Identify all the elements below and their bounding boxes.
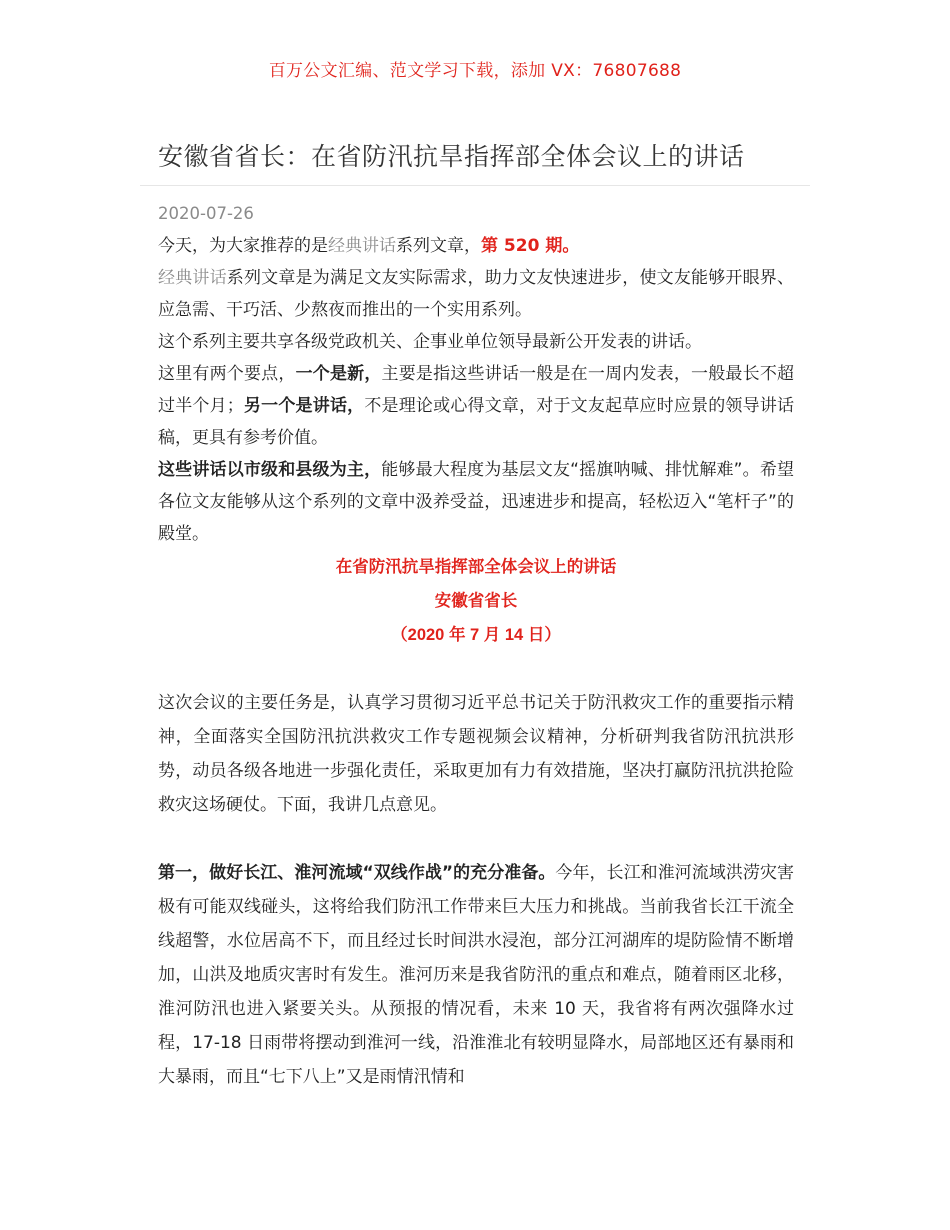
issue-number: 第 520 期。 <box>481 236 580 256</box>
intro-text: 这里有两个要点， <box>158 364 296 384</box>
series-name: 经典讲话 <box>328 236 396 256</box>
speech-text: 今年，长江和淮河流域洪涝灾害极有可能双线碰头，这将给我们防汛工作带来巨大压力和挑战。当前我省长江干流全线超警，水位居高不下，而且经过长时间洪水浸泡，部分江河湖库的堤防险情不断增加，山洪及地质灾害时有发生。淮河历来是我省防汛的重点和难点，随着雨区北移，淮河防汛也进入紧要关头。从预报的情况看，未来 10 天，我省将有两次强降水过程，17-18 日雨带将摆动到淮河一线，沿淮淮北有较明显降水，局部地区还有暴雨和大暴雨，而且“七下八上”又是雨情汛情和 <box>158 863 794 1087</box>
intro-paragraph-2 <box>158 262 794 326</box>
spacer <box>158 822 794 856</box>
speech-heading: 在省防汛抗旱指挥部全体会议上的讲话 <box>335 558 617 576</box>
intro-paragraph-4 <box>158 358 794 454</box>
spacer <box>158 652 794 686</box>
intro-text: 系列文章是为满足文友实际需求，助力文友快速进步，使文友能够开眼界、应急需、干巧活、少熬夜而推出的一个实用系列。 <box>158 268 795 320</box>
speech-paragraph-1: 这次会议的主要任务是，认真学习贯彻习近平总书记关于防汛救灾工作的重要指示精神，全面落实全国防汛抗洪救灾工作专题视频会议精神，分析研判我省防汛抗洪形势，动员各级各地进一步强化责任，采取更加有力有效措施，坚决打赢防汛抗洪抢险救灾这场硬仗。下面，我讲几点意见。 <box>158 693 794 815</box>
bold-level-note: 这些讲话以市级和县级为主， <box>158 460 382 480</box>
intro-paragraph-3: 这个系列主要共享各级党政机关、企事业单位领导最新公开发表的讲话。 <box>158 332 702 352</box>
intro-text: 主要是指这些讲话一般是在一周内发表，一般最长不超过半个月； <box>158 364 795 416</box>
intro-text: 今天，为大家推荐的是 <box>158 236 328 256</box>
speech-speaker: 安徽省省长 <box>434 592 518 610</box>
article-body <box>158 201 794 1094</box>
speech-paragraph-2 <box>158 856 794 1094</box>
intro-paragraph-5 <box>158 454 794 550</box>
speech-body <box>158 686 794 1094</box>
speech-date: （2020 年 7 月 14 日） <box>391 626 561 644</box>
article-title: 安徽省省长：在省防汛抗旱指挥部全体会议上的讲话 <box>158 142 745 171</box>
intro-paragraph-1 <box>158 230 794 262</box>
intro-text: 系列文章， <box>396 236 481 256</box>
section-heading-first: 第一，做好长江、淮河流域“双线作战”的充分准备。 <box>158 863 556 883</box>
series-name: 经典讲话 <box>158 268 227 288</box>
bold-point-new: 一个是新， <box>295 364 382 384</box>
title-divider <box>140 185 810 186</box>
bold-point-speech: 另一个是讲话， <box>243 396 365 416</box>
watermark-banner: 百万公文汇编、范文学习下载，添加 VX：76807688 <box>268 61 682 81</box>
intro-text: 不是理论或心得文章，对于文友起草应时应景的领导讲话稿，更具有参考价值。 <box>158 396 795 448</box>
article-date: 2020-07-26 <box>158 204 254 223</box>
intro-text: 能够最大程度为基层文友“摇旗呐喊、排忧解难”。希望各位文友能够从这个系列的文章中汲养受益，迅速进步和提高，轻松迈入“笔杆子”的殿堂。 <box>158 460 794 544</box>
